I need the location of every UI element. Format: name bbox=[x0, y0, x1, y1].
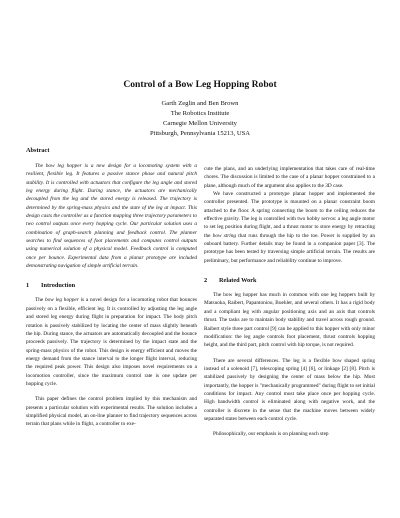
abstract-text: The bow leg hopper is a new design for a locomoting system with a resilient, flexible leg. It features a passive stance phase and natural pitch stability. It is controlled with actuators that configure the leg angle and stored leg energy during flight. During stance, the actuators are mechanically decoupled from the leg and the stored energy is released. The trajectory is determined by the spring-mass physics and the state of the leg at impact. This design casts the controller as a function mapping three trajectory parameters to two control outputs once every hopping cycle. Our particular solution uses a combination of graph-search planning and feedback control. The planner searches to find sequences of foot placements and computes control outputs using numerical solution of a physical model. Feedback control is computed once per bounce. Experimental data from a planar prototype are included demonstrating navigation of simple artificial terrain. bbox=[26, 163, 197, 270]
related-paragraph-2: There are several differences. The leg is a flexible bow shaped spring instead of a solenoid [7], telescoping spring [4] [6], or linkage [2] [8]. Pitch is stabilized passively by designing the center of mass below the hip. Most importantly, the hopper is "mechanically programmed" during flight to set initial conditions for impact. Any control must take place once per hopping cycle. High bandwidth control is eliminated along with negative work, and the controller is discrete in the sense that the machine moves between widely separated states between each control cycle. bbox=[204, 357, 375, 422]
text-run: that runs through the hip to the toe. Power is supplied by an onboard battery. Further details may be found in a companion paper [3]. The prototype has been tested by traversing simple artificial terrain. The results are preliminary, but performance and reliability continue to improve. bbox=[204, 232, 375, 264]
emphasis-text: bow string bbox=[212, 232, 237, 239]
intro-paragraph-3: cute the plans, and an underlying implementation that takes care of real-time chores. The discussion is limited to the case of a planar hopper constrained to a plane, although much of the argument also applies to the 3D case. bbox=[204, 166, 375, 189]
section-number: 2 bbox=[204, 277, 208, 285]
intro-paragraph-4 bbox=[204, 190, 375, 265]
intro-paragraph-2: This paper defines the control problem implied by this mechanism and presents a particular solution with experimental results. The solution includes a simplified physical model, an on-line planner to find trajectory sequences across terrain that plans while in flight, a controller to exe- bbox=[26, 396, 197, 428]
text-run: is a novel design for a locomoting robot that bounces passively on a flexible, efficient leg. It is controlled by adjusting the leg angle and stored leg energy during flight in preparation for impact. The body pitch rotation is passively stabilized by locating the center of mass slightly beneath the hip. During stance, the actuators are automatically decoupled and the bounce proceeds passively. The trajectory is determined by the impact state and the spring-mass physics of the robot. This design is energy efficient and moves the energy demand from the stance interval to the longer flight interval, reducing the required peak power. This design also imposes novel requirements on a locomotion controller, since the maximum control rate is one update per hopping cycle. bbox=[26, 297, 197, 387]
section-title: Related Work bbox=[219, 277, 257, 285]
author-block bbox=[0, 99, 400, 139]
section-heading-introduction bbox=[26, 282, 197, 290]
author-university: Carnegie Mellon University bbox=[163, 120, 237, 127]
related-paragraph-3: Philosophically, our emphasis is on planning each step bbox=[213, 431, 329, 438]
right-column bbox=[204, 165, 375, 439]
author-names: Garth Zeglin and Ben Brown bbox=[161, 100, 239, 107]
intro-paragraph-1 bbox=[26, 296, 197, 388]
left-column bbox=[26, 147, 197, 429]
section-heading-related-work bbox=[204, 277, 375, 285]
emphasis-text: bow leg hopper bbox=[45, 297, 79, 304]
section-title: Introduction bbox=[41, 282, 76, 290]
paper-title: Control of a Bow Leg Hopping Robot bbox=[123, 79, 277, 90]
author-institute: The Robotics Institute bbox=[170, 110, 230, 117]
author-address: Pittsburgh, Pennsylvania 15213, USA bbox=[149, 130, 251, 137]
section-number: 1 bbox=[26, 282, 30, 290]
text-run: We have constructed a prototype planar hopper and implemented the controller presented. The prototype is mounted on a planar constraint boom attached to the floor. A spring connecting the boom to the ceiling reduces the effective gravity. The leg is controlled with two hobby servos: a leg angle motor to set leg position during flight, and a thrust motor to store energy by retracting the bbox=[204, 191, 375, 239]
text-run: The bbox=[35, 297, 45, 304]
abstract-heading: Abstract bbox=[26, 147, 50, 154]
related-paragraph-1: The bow leg hopper has much in common with one leg hoppers built by Matsuoka, Raibert, Papantoniou, Buehler, and several others. It has a rigid body and a compliant leg with angular positioning axis and an axis that controls thrust. The tasks are to maintain body stability and travel across rough ground. Raibert style three part control [9] can be applied to this hopper with only minor modification: the leg angle controls foot placement, thrust controls hopping height, and the third part, pitch control with hip torque, is not required. bbox=[204, 292, 375, 349]
